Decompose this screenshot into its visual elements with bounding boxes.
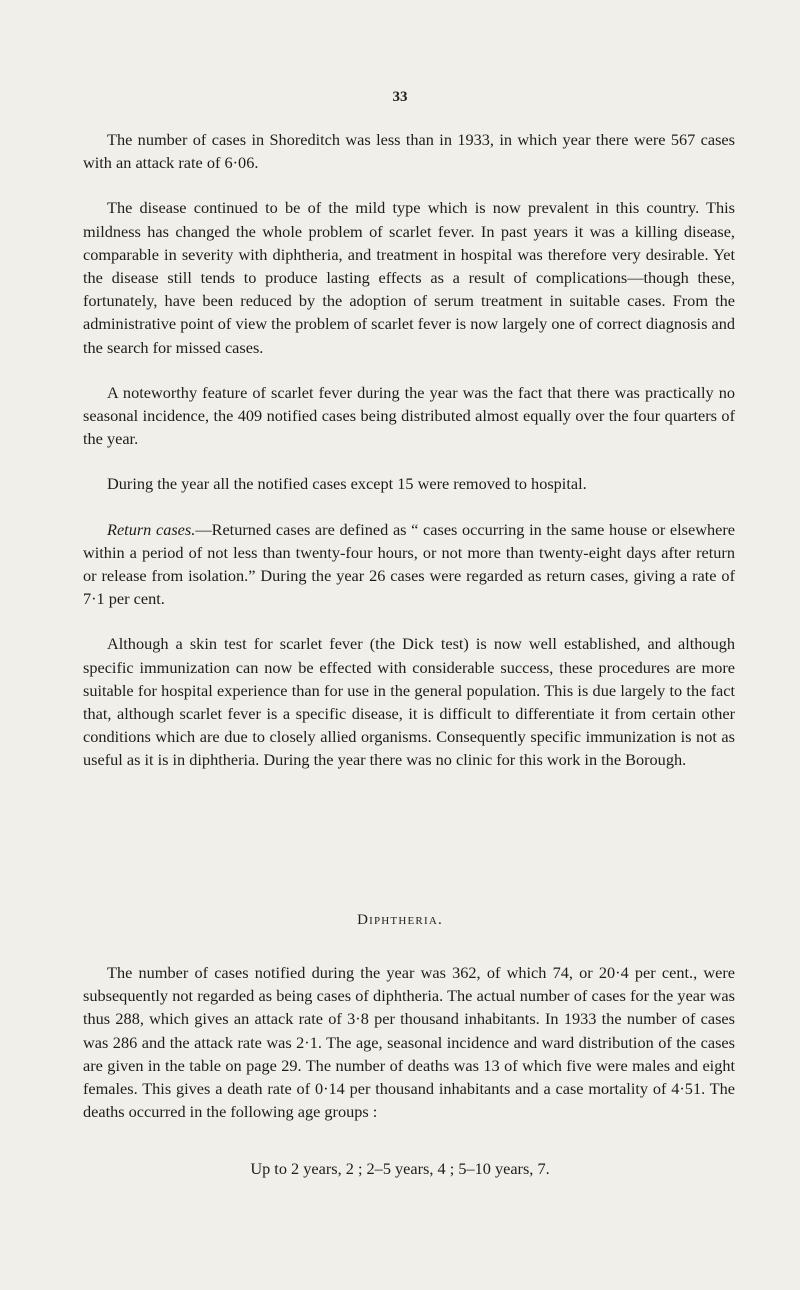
diphtheria-section xyxy=(83,961,735,1123)
age-groups-line: Up to 2 years, 2 ; 2–5 years, 4 ; 5–10 years, 7. xyxy=(250,1159,550,1178)
page-number: 33 xyxy=(392,89,408,105)
paragraph-return-cases xyxy=(83,518,735,611)
paragraph-case-count: The number of cases in Shoreditch was less than in 1933, in which year there were 567 cases with an attack rate of 6·06. xyxy=(83,130,735,173)
paragraph-diphtheria: The number of cases notified during the year was 362, of which 74, or 20·4 per cent., were subsequently not regarded as being cases of diphtheria. The actual number of cases for the year was thus 288, which gives an attack rate of 3·8 per thousand inhabitants. In 1933 the number of cases was 286 and the attack rate was 2·1. The age, seasonal incidence and ward distribution of the cases are given in the table on page 29. The number of deaths was 13 of which five were males and eight females. This gives a death rate of 0·14 per thousand inhabitants and a case mortality of 4·51. The deaths occurred in the following age groups : xyxy=(83,963,735,1122)
scarlet-fever-section xyxy=(83,128,735,794)
return-cases-label: Return cases. xyxy=(107,519,196,539)
paragraph-seasonal-incidence: A noteworthy feature of scarlet fever during the year was the fact that there was practically no seasonal incidence, the 409 notified cases being distributed almost equally over the four quarters of the year. xyxy=(83,382,735,449)
paragraph-hospital-removal: During the year all the notified cases except 15 were removed to hospital. xyxy=(107,474,587,494)
section-heading-diphtheria: Diphtheria. xyxy=(357,912,443,928)
paragraph-mild-type: The disease continued to be of the mild type which is now prevalent in this country. This mildness has changed the whole problem of scarlet fever. In past years it was a killing disease, comparable in severity with diphtheria, and treatment in hospital was therefore very desirable. Yet the disease still tends to produce lasting effects as a result of complications—though these, fortunately, have been reduced by the adoption of serum treatment in suitable cases. From the administrative point of view the problem of scarlet fever is now largely one of correct diagnosis and the search for missed cases. xyxy=(83,198,735,357)
return-cases-text: —Returned cases are defined as “ cases occurring in the same house or elsewhere within a period of not less than twenty-four hours, or not more than twenty-eight days after return or release from isolation.” During the year 26 cases were regarded as return cases, giving a rate of 7·1 per cent. xyxy=(83,519,735,609)
paragraph-dick-test: Although a skin test for scarlet fever (the Dick test) is now well established, and although specific immunization can now be effected with considerable success, these procedures are more suitable for hospital experience than for use in the general population. This is due largely to the fact that, although scarlet fever is a specific disease, it is difficult to differentiate it from certain other conditions which are due to closely allied organisms. Consequently specific immunization is not as useful as it is in diphtheria. During the year there was no clinic for this work in the Borough. xyxy=(83,634,735,770)
